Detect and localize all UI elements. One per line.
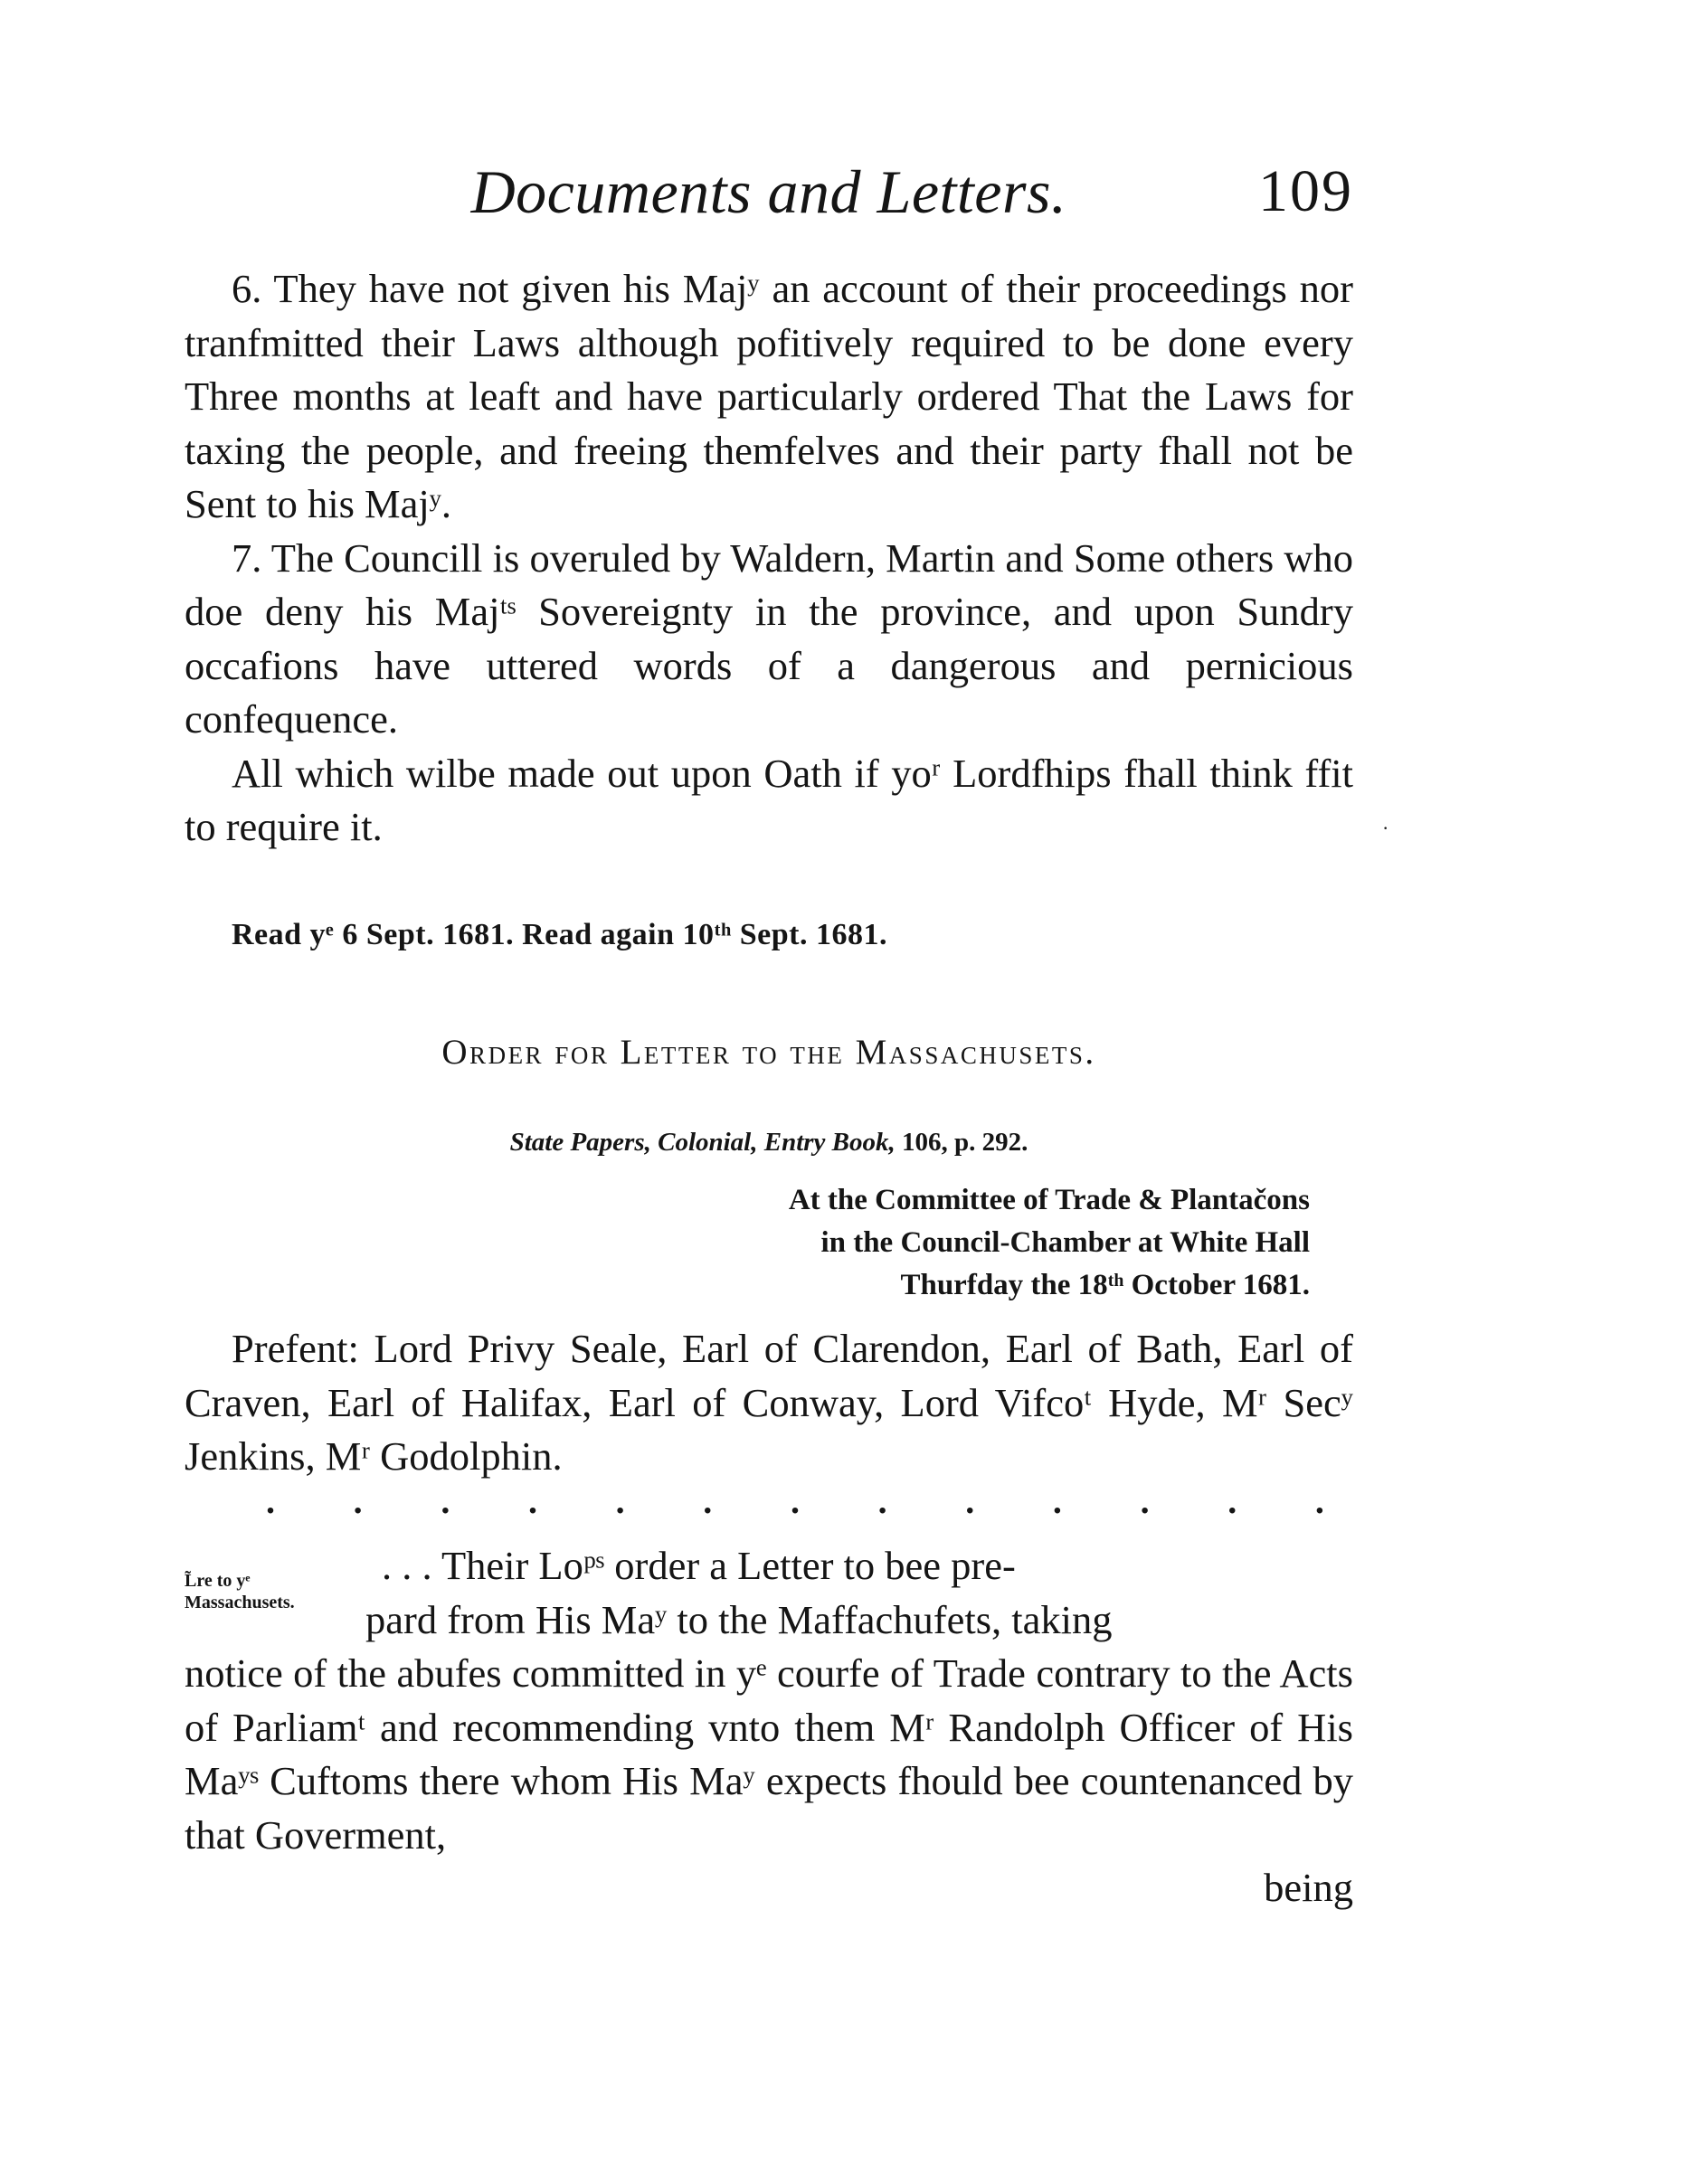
omission-dot: . [1227,1480,1237,1521]
order-text [185,1539,1353,1862]
omission-dot: . [703,1480,713,1521]
omission-dot: . [266,1480,275,1521]
margin-note-line-2: Massachusets. [185,1593,295,1612]
meeting-line-3: Thurfday the 18ᵗʰ October 1681. [900,1269,1310,1301]
source-citation [185,1124,1353,1160]
page-number: 109 [1258,158,1353,224]
present-paragraph: Prefent: Lord Privy Seale, Earl of Clarendon, Earl of Bath, Earl of Craven, Earl of Halifax, Earl of Conway, Lord Vifcoᵗ Hyde, Mʳ Secʸ Jenkins, Mʳ Godolphin. [185,1326,1353,1479]
omission-dot: . [1314,1480,1324,1521]
article-7: 7. The Councill is overuled by Waldern, Martin and Some others who doe deny his Majᵗˢ Sovereignty in the province, and upon Sundry occafions have uttered words of a dangerous and pernicious confequence. [185,534,1353,742]
order-lead-line: . . . Their Loᵖˢ order a Letter to bee pre- [382,1543,1016,1588]
omission-dot: . [353,1480,363,1521]
source-citation-plain: 106, p. 292. [895,1128,1028,1157]
stray-ink-mark: · [1382,817,1389,839]
meeting-line-1: At the Committee of Trade & Plantačons [788,1184,1310,1216]
omission-dot: . [441,1480,450,1521]
meeting-heading [789,1179,1310,1307]
article-6: 6. They have not given his Majʸ an account of their proceedings nor tranfmitted their Laws although pofitively required to be done every Three months at leaft and have particularly ordered That the Laws for taxing the people, and freeing themfelves and their party fhall not be Sent to his Majʸ. [185,266,1353,526]
section-title: Order for Letter to the Massachusets. [441,1033,1096,1072]
meeting-line-2: in the Council-Chamber at White Hall [820,1226,1310,1259]
attendance-list [185,1322,1353,1484]
omission-dot: . [1140,1480,1150,1521]
catchword: being [1264,1865,1353,1910]
order-paragraph [185,1539,1353,1862]
order-remaining-text: notice of the abufes committed in yᵉ courfe of Trade contrary to the Acts of Parliamᵗ and recommending vnto them Mʳ Randolph Officer of His Maʸˢ Cuftoms there whom His Maʸ expects fhould bee countenanced by that Goverment, [185,1650,1353,1858]
omission-dot: . [527,1480,537,1521]
complaint-articles [185,262,1353,855]
page-header [185,156,1353,228]
omission-dot: . [790,1480,800,1521]
order-second-line: pard from His Maʸ to the Maffachufets, taking [365,1596,1113,1642]
margin-note-line-1: L̃re to yᵉ [185,1571,251,1591]
running-title: Documents and Letters. [470,157,1067,226]
omission-dots [266,1480,1324,1521]
closing-paragraph: All which wilbe made out upon Oath if yoʳ Lordfhips fhall think ffit to require it. [185,750,1353,849]
book-page [185,0,1353,2184]
omission-dot: . [1052,1480,1062,1521]
source-citation-italic: State Papers, Colonial, Entry Book, [509,1128,896,1157]
omission-dot: . [877,1480,887,1521]
read-note: Read yᵉ 6 Sept. 1681. Read again 10ᵗʰ Sept. 1681. [232,918,887,951]
omission-dot: . [965,1480,975,1521]
omission-dot: . [615,1480,625,1521]
